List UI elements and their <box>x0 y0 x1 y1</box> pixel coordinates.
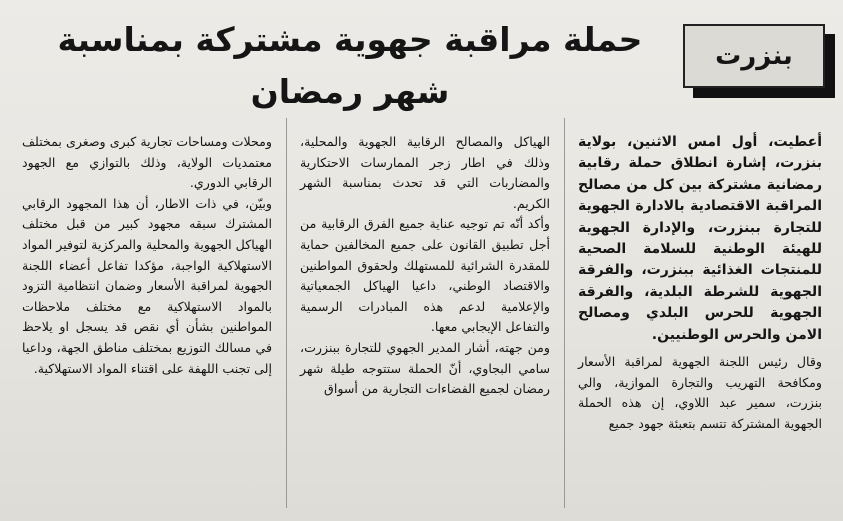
article-column-2 <box>300 132 550 400</box>
body-paragraph: وقال رئيس اللجنة الجهوية لمراقبة الأسعار ومكافحة التهريب والتجارة الموازية، والي بنزرت، سمير عبد اللاوي، إن هذه الحملة الجهوية المشتركة تتسم بتعبئة جهود جميع <box>578 354 822 431</box>
body-paragraph: وبيّن، في ذات الاطار، أن هذا المجهود الرقابي المشترك سبقه مجهود كبير من قبل مختلف الهياكل الجهوية والمحلية والمركزية لتوفير المواد الاستهلاكية الواجبة، مؤكدا تفاعل أعضاء اللجنة الجهوية لمراقبة الأسعار وضمان انتظامية التزود بالمواد الاستهلاكية مع مختلف ملاحظات المواطنين بشأن أي نقص قد يسجل او يلاحظ في مسالك التوزيع بمختلف مناطق الجهة، وداعيا إلى تجنب اللهفة على اقتناء المواد الاستهلاكية. <box>22 195 272 376</box>
section-tag: بنزرت <box>715 41 793 71</box>
article-column-1 <box>578 132 822 434</box>
headline: حملة مراقبة جهوية مشتركة بمناسبة شهر رمضان <box>57 20 643 111</box>
section-tag-box <box>683 24 825 88</box>
column-divider <box>564 118 565 508</box>
body-paragraph: ومحلات ومساحات تجارية كبرى وصغرى بمختلف معتمديات الولاية، وذلك بالتوازي مع الجهود الرقابي الدوري. <box>22 134 272 191</box>
column-divider <box>286 118 287 508</box>
body-paragraph: وأكد أنّه تم توجيه عناية جميع الفرق الرقابية من أجل تطبيق القانون على جميع المخالفين حماية للمقدرة الشرائية للمستهلك ولحقوق المواطنين والاقتصاد الوطني، داعيا الهياكل الجمعياتية والإعلامية لدعم هذه المبادرات الرسمية والتفاعل الإيجابي معها. <box>300 216 550 335</box>
body-paragraph: ومن جهته، أشار المدير الجهوي للتجارة ببنزرت، سامي البجاوي، أنّ الحملة ستتوجه طيلة شهر رمضان لجميع الفضاءات التجارية من أسواق <box>300 339 550 397</box>
article-column-3 <box>22 132 272 379</box>
body-paragraph: الهياكل والمصالح الرقابية الجهوية والمحلية، وذلك في اطار زجر الممارسات الاحتكارية والمضاربات التي قد تحدث بمناسبة الشهر الكريم. <box>300 134 550 211</box>
lead-paragraph: أعطيت، أول امس الاثنين، بولاية بنزرت، إشارة انطلاق حملة رقابية رمضانية مشتركة بين كل من مصالح المراقبة الاقتصادية بالادارة الجهوية للتجارة ببنزرت، والإدارة الجهوية للهيئة الوطنية للسلامة الصحية للمنتجات الغذائية ببنزرت، والفرقة الجهوية للشرطة البلدية، والفرقة الجهوية للحرس البلدي ومصالح الامن والحرس الوطنيين. <box>578 134 822 343</box>
